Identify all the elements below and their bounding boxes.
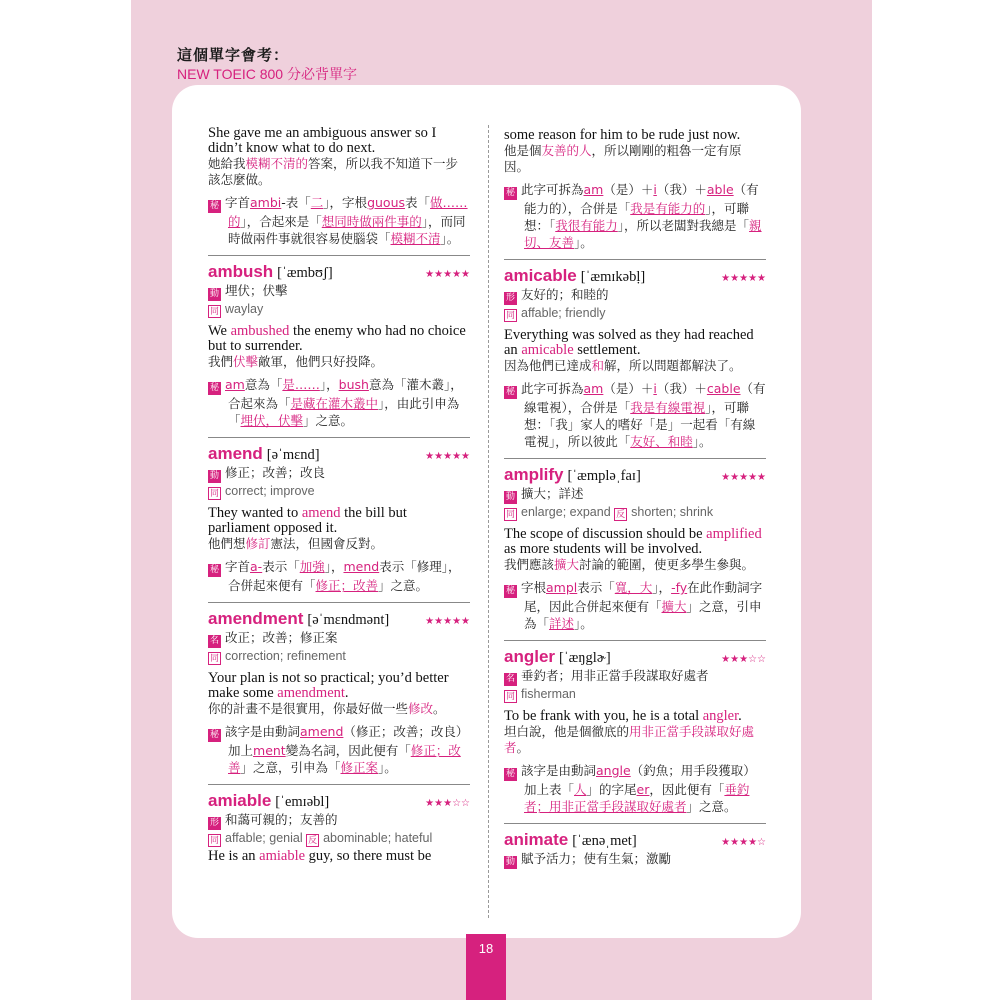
definition: 名 改正；改善；修正案 — [209, 630, 338, 646]
definition: 形 友好的；和睦的 — [505, 287, 609, 303]
mnemonic-note: 秘 該字是由動詞angle（釣魚；用手段獲取）加上表「人」的字尾er，因此便有「垂釣者；用非正當手段謀取好處者」之意。 — [505, 763, 756, 814]
synonyms: 同 correct; improve — [209, 484, 315, 498]
rating-stars: ★★★★★ — [721, 472, 766, 483]
ipa: [ˈæmɪkəbḷ] — [580, 269, 646, 285]
definition: 動 賦予活力；使有生氣；激勵 — [505, 851, 672, 867]
ipa: [ˈemɪəbl] — [275, 794, 330, 810]
example-zh: 我們應該擴大討論的範圍，使更多學生參與。 — [504, 557, 755, 572]
antonym-tag-icon: 反 — [616, 509, 626, 519]
verb-tag-icon: 動 — [209, 289, 219, 299]
example-en: Your plan is not so practical; you’d better make some amendment. — [208, 670, 449, 701]
column-divider — [488, 125, 489, 918]
secret-icon: 秘 — [505, 586, 515, 596]
example-en: He is an amiable guy, so there must be — [208, 848, 432, 864]
verb-tag-icon: 動 — [505, 857, 515, 867]
content-card — [172, 85, 801, 938]
example-en: Everything was solved as they had reached an amicable settlement. — [504, 327, 754, 358]
ipa: [ˈænəˌmet] — [572, 833, 637, 849]
noun-tag-icon: 名 — [209, 636, 219, 646]
entry-animate — [504, 832, 766, 869]
rating-stars: ★★★★☆ — [721, 837, 766, 848]
synonym-tag-icon: 同 — [505, 691, 515, 701]
synonym-tag-icon: 同 — [209, 488, 219, 498]
ipa: [ˈæmpləˌfaɪ] — [567, 468, 641, 484]
ipa: [əˈmɛnd] — [266, 447, 320, 463]
secret-icon: 秘 — [209, 383, 219, 393]
adjective-tag-icon: 形 — [505, 293, 515, 303]
secret-icon: 秘 — [209, 201, 219, 211]
continued-note: 秘 此字可拆為am（是）＋i（我）＋able（有能力的），合併是「我是有能力的」，可聯想：「我很有能力」，所以老闆對我總是「親切、友善」。 — [505, 182, 762, 250]
headword: amiable — [208, 791, 272, 810]
secret-icon: 秘 — [505, 769, 515, 779]
entry-amendment — [208, 611, 470, 776]
entry-separator — [504, 458, 766, 459]
headword: amicable — [504, 266, 577, 285]
example-zh: 你的計畫不是很實用，你最好做一些修改。 — [208, 701, 446, 716]
antonym-tag-icon: 反 — [308, 835, 318, 845]
rating-stars: ★★★★★ — [425, 616, 470, 627]
definition: 動 修正；改善；改良 — [209, 465, 326, 481]
rating-stars: ★★★★★ — [425, 451, 470, 462]
entry-separator — [504, 259, 766, 260]
headword: angler — [504, 647, 556, 666]
entry-separator — [208, 784, 470, 785]
synonym-tag-icon: 同 — [209, 653, 219, 663]
entry-separator — [208, 437, 470, 438]
continued-example-zh: 他是個友善的人，所以剛剛的粗魯一定有原因。 — [504, 143, 742, 174]
headword: ambush — [208, 262, 274, 281]
secret-icon: 秘 — [209, 730, 219, 740]
definition: 名 垂釣者；用非正當手段謀取好處者 — [505, 668, 709, 684]
definition: 動 埋伏；伏擊 — [209, 283, 288, 299]
headword: amplify — [504, 465, 564, 484]
intro-note: 秘 字首ambi-表「二」，字根guous表「做……的」，合起來是「想同時做兩件事的」，而同時做兩件事就很容易使腦袋「模糊不清」。 — [209, 195, 468, 246]
mnemonic-note: 秘 am意為「是……」，bush意為「灌木叢」，合起來為「是藏在灌木叢中」，由此引申為「埋伏，伏擊」之意。 — [209, 377, 463, 428]
example-zh: 他們想修訂憲法，但國會反對。 — [208, 536, 384, 551]
mnemonic-note: 秘 字根ampl表示「寬，大」，-fy在此作動詞字尾，因此合併起來便有「擴大」之意，引申為「詳述」。 — [505, 580, 763, 631]
entry-amplify — [504, 467, 766, 632]
synonyms: 同 waylay — [209, 302, 264, 316]
entry-separator — [208, 255, 470, 256]
continued-example-en: some reason for him to be rude just now. — [504, 127, 741, 143]
example-en: They wanted to amend the bill but parliament opposed it. — [208, 505, 407, 536]
synonym-tag-icon: 同 — [209, 835, 219, 845]
entry-separator — [504, 823, 766, 824]
synonym-tag-icon: 同 — [505, 509, 515, 519]
rating-stars: ★★★★★ — [425, 269, 470, 280]
headword: amend — [208, 444, 263, 463]
intro-example-en: She gave me an ambiguous answer so I didn’t know what to do next. — [208, 125, 437, 156]
verb-tag-icon: 動 — [209, 471, 219, 481]
secret-icon: 秘 — [505, 188, 515, 198]
entry-amiable — [208, 793, 470, 864]
entry-ambush — [208, 264, 470, 429]
mnemonic-note: 秘 該字是由動詞amend（修正；改善；改良）加上ment變為名詞，因此便有「修正；改善」之意，引申為「修正案」。 — [209, 724, 469, 775]
synonyms: 同 affable; friendly — [505, 306, 606, 320]
example-en: The scope of discussion should be amplified as more students will be involved. — [504, 526, 762, 557]
page-number: 18 — [478, 941, 494, 956]
entry-separator — [504, 640, 766, 641]
headword: animate — [504, 830, 569, 849]
headword: amendment — [208, 609, 304, 628]
entry-angler — [504, 649, 766, 815]
entry-separator — [208, 602, 470, 603]
left-column — [208, 126, 470, 864]
example-zh: 我們伏擊敵軍，他們只好投降。 — [208, 354, 384, 369]
mnemonic-note: 秘 字首a-表示「加強」，mend表示「修理」，合併起來便有「修正；改善」之意。 — [209, 559, 461, 593]
synonyms: 同 fisherman — [505, 687, 576, 701]
ipa: [ˈæŋglɚ] — [559, 650, 611, 666]
entry-amend — [208, 446, 470, 594]
example-en: We ambushed the enemy who had no choice but to surrender. — [208, 323, 466, 354]
example-en: To be frank with you, he is a total angler. — [504, 708, 742, 724]
right-column — [504, 128, 766, 869]
example-zh: 坦白說，他是個徹底的用非正當手段謀取好處者。 — [504, 724, 755, 755]
example-zh: 因為他們已達成和解，所以問題都解決了。 — [504, 358, 742, 373]
adjective-tag-icon: 形 — [209, 818, 219, 828]
rating-stars: ★★★★★ — [721, 273, 766, 284]
intro-example-zh: 她給我模糊不清的答案，所以我不知道下一步該怎麼做。 — [208, 156, 459, 187]
rating-stars: ★★★☆☆ — [425, 798, 470, 809]
entry-amicable — [504, 268, 766, 450]
ipa: [ˈæmbʊʃ] — [277, 265, 333, 281]
verb-tag-icon: 動 — [505, 492, 515, 502]
definition: 動 擴大；詳述 — [505, 486, 584, 502]
synonyms: 同 enlarge; expand 反 shorten; shrink — [505, 505, 714, 519]
ipa: [əˈmɛndmənt] — [307, 612, 390, 628]
noun-tag-icon: 名 — [505, 674, 515, 684]
secret-icon: 秘 — [209, 565, 219, 575]
rating-stars: ★★★☆☆ — [721, 654, 766, 665]
synonym-tag-icon: 同 — [505, 310, 515, 320]
header-title: 這個單字會考： — [177, 46, 290, 64]
synonym-tag-icon: 同 — [209, 306, 219, 316]
secret-icon: 秘 — [505, 387, 515, 397]
definition: 形 和藹可親的；友善的 — [209, 812, 338, 828]
synonyms: 同 correction; refinement — [209, 649, 346, 663]
header-subtitle: NEW TOEIC 800 分必背單字 — [177, 66, 357, 82]
mnemonic-note: 秘 此字可拆為am（是）＋i（我）＋cable（有線電視），合併是「我是有線電視」，可聯想：「我」家人的嗜好「是」一起看「有線電視」，所以彼此「友好、和睦」。 — [505, 381, 766, 449]
synonyms: 同 affable; genial 反 abominable; hateful — [209, 831, 433, 845]
